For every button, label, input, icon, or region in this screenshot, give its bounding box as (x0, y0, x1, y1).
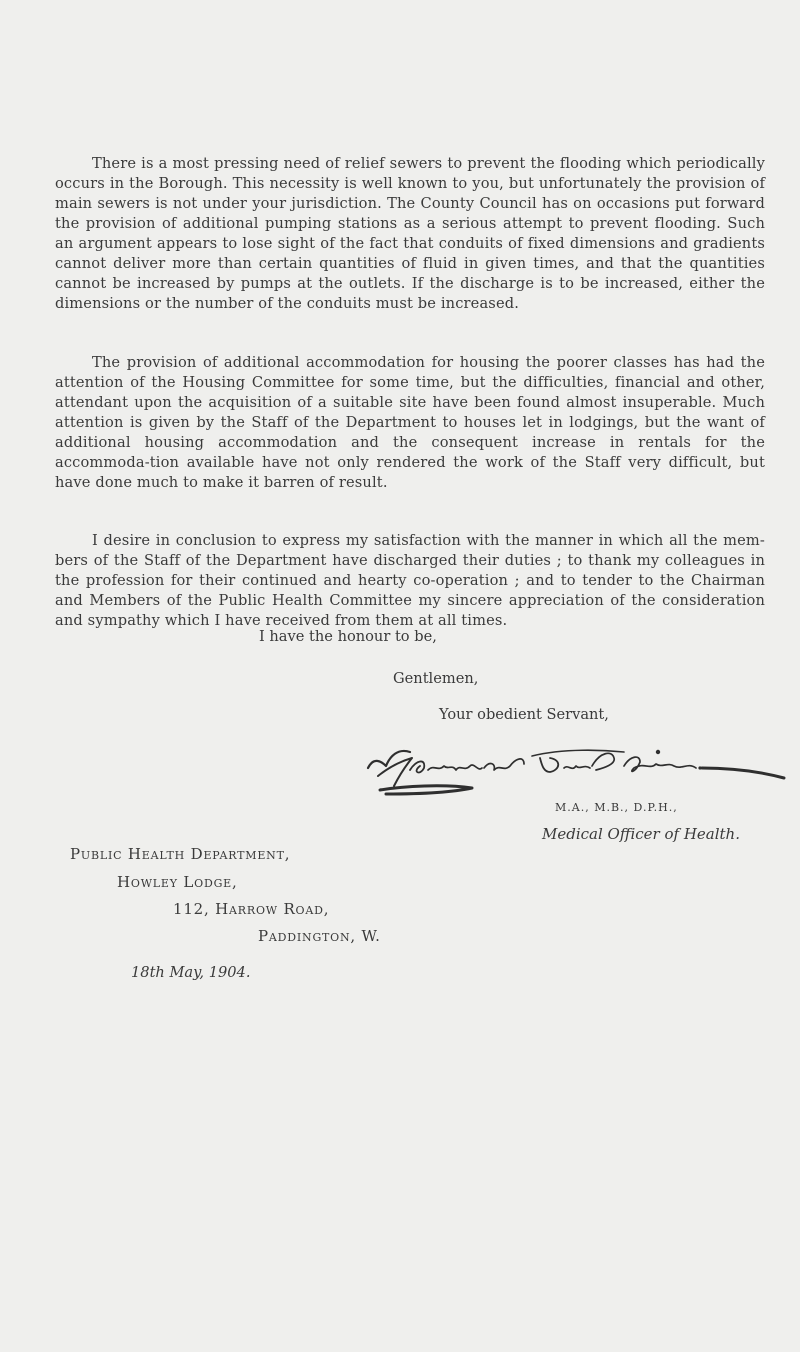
paragraph-conclusion: I desire in conclusion to express my satisfaction with the manner in which all the mem-bers of the Staff of the Department have discharged their duties ; to thank my colleagues in the profession for their continued and hearty co-operation ; and to tender to the Chairman and Members of the Public Health Committee my sincere appreciation of the consideration and sympathy which I have received from them at all times. (55, 531, 765, 629)
closing-honour: I have the honour to be, (259, 628, 437, 645)
address-line-road: 112, Harrow Road, (173, 900, 330, 918)
letter-date: 18th May, 1904. (131, 964, 251, 981)
address-line-department: Public Health Department, (70, 845, 291, 863)
signatory-qualifications: M.A., M.B., D.P.H., (555, 801, 678, 814)
address-line-district: Paddington, W. (258, 927, 381, 945)
address-line-lodge: Howley Lodge, (117, 873, 238, 891)
handwritten-signature (364, 738, 794, 800)
closing-salutation: Gentlemen, (393, 670, 479, 687)
closing-servant: Your obedient Servant, (439, 706, 609, 723)
paragraph-sewers: There is a most pressing need of relief sewers to prevent the flooding which periodically occurs in the Borough. This necessity is well known to you, but unfortunately the provision of main sewers is not under your jurisdiction. The County Council has on occasions put forward the provision of additional pumping stations as a serious attempt to prevent flooding. Such an argument appears to lose sight of the fact that conduits of fixed dimensions and gradients cannot deliver more than certain quantities of fluid in given times, and that the quantities cannot be increased by pumps at the outlets. If the discharge is to be increased, either the dimensions or the number of the conduits must be increased. (55, 154, 765, 312)
signatory-title: Medical Officer of Health. (542, 825, 740, 843)
paragraph-housing: The provision of additional accommodation for housing the poorer classes has had the attention of the Housing Committee for some time, but the difficulties, financial and other, attendant upon the acquisition of a suitable site have been found almost insuperable. Much attention is given by the Staff of the Department to houses let in lodgings, but the want of additional housing accommodation and the consequent increase in rentals for the accommoda-tion available have not only rendered the work of the Staff very difficult, but have done much to make it barren of result. (55, 353, 765, 491)
